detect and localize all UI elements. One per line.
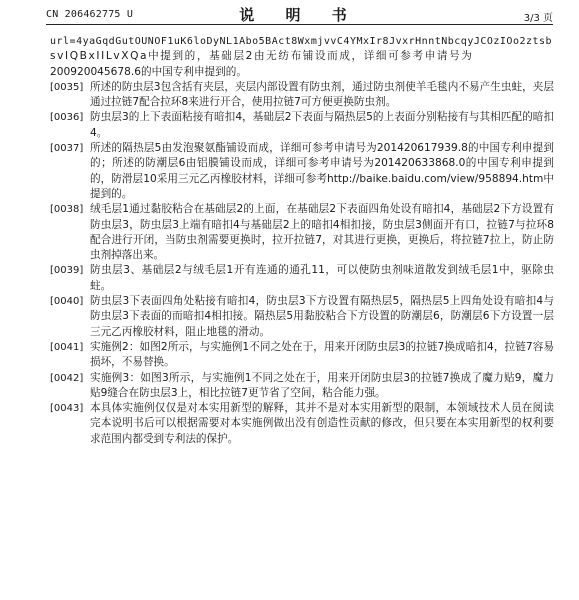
paragraph-0041 [50,340,554,371]
paragraph-0036 [50,110,554,141]
paragraph-text: 防虫层3下表面四角处粘接有暗扣4，防虫层3下方设置有隔热层5，隔热层5上四角处设有暗扣4与防虫层3下表面的而暗扣4相扣接。隔热层5用黏胶粘合下方设置的防潮层6，防潮层6下方设置一层三元乙丙橡胶材料，阻止地毯的滑动。 [90,295,554,338]
intro-line: 200920045678.6的中国专利申提到的。 [50,65,247,78]
paragraph-text: 所述的隔热层5由发泡聚氨酯铺设而成，详细可参考申请号为201420617939.8的中国专利申提到的；所述的防潮层6由铝膜铺设而成，详细可参考申请号为201420633868.0的中国专利申提到的，防滑层10采用三元乙丙橡胶材料，详细可参考http://baike.baidu.com/view/958894.htm中提到的。 [90,142,554,200]
paragraph-text: 实施例2：如图2所示，与实施例1不同之处在于，用来开闭防虫层3的拉链7换成暗扣4，拉链7容易损坏，不易替换。 [90,340,554,369]
paragraph-number: [0043] [50,403,84,415]
paragraph-0037 [50,141,554,202]
paragraph-number: [0040] [50,296,84,308]
paragraph-0035 [50,80,554,111]
paragraph-0042 [50,371,554,402]
paragraph-number: [0042] [50,372,84,384]
paragraph-text: 所述的防虫层3包含括有夹层，夹层内部设置有防虫剂，通过防虫剂使羊毛毯内不易产生虫蛀，夹层通过拉链7配合拉环8来进行开合，使用拉链7可方便更换防虫剂。 [90,80,554,109]
document-body [50,34,554,447]
page-header [46,4,553,25]
paragraph-number: [0036] [50,112,84,124]
paragraph-0038 [50,202,554,263]
paragraph-text: 防虫层3、基础层2与绒毛层1开有连通的通孔11，可以使防虫剂味道散发到绒毛层1中，驱除虫蛀。 [90,264,554,292]
paragraph-text: 本具体实施例仅仅是对本实用新型的解释，其并不是对本实用新型的限制，本领域技术人员在阅读完本说明书后可以根据需要对本实施例做出没有创造性贡献的修改，但只要在本实用新型的权利要求范围内都受到专利法的保护。 [90,402,554,445]
paragraph-number: [0035] [50,81,84,93]
patent-number: CN 206462775 U [46,9,134,20]
paragraph-number: [0038] [50,204,84,216]
paragraph-0040 [50,294,554,340]
paragraph-number: [0039] [50,265,84,277]
paragraph-text: 防虫层3的上下表面粘接有暗扣4，基础层2下表面与隔热层5的上表面分别粘接有与其相匹配的暗扣4。 [90,111,554,139]
paragraph-number: [0037] [50,143,84,155]
page-number: 3/3 页 [523,13,553,24]
intro-line: svIQBxIILvXQa中提到的，基础层2由无纺布铺设而成，详细可参考申请号为 [50,50,474,63]
paragraph-text: 绒毛层1通过黏胶粘合在基础层2的上面，在基础层2下表面四角处设有暗扣4，基础层2下方设置有防虫层3，防虫层3上端有暗扣4与基础层2上的暗扣4相扣接，防虫层3侧面开有口，拉链7与拉环8配合进行开闭，当防虫剂需要更换时，拉开拉链7，对其进行更换，更换后，将拉链7拉上，防止防虫剂掉落出来。 [90,203,554,262]
intro-line-url: url=4yaGqdGutOUNOF1uK6loDyNL1Abo5BAct8WxmjvvC4YMxIr8JvxrHnntNbcqyJCOzIOo2ztsb [50,36,553,47]
paragraph-0039 [50,263,554,294]
paragraph-number: [0041] [50,341,84,353]
paragraph-0043 [50,401,554,447]
document-title: 说 明 书 [239,6,360,24]
paragraph-text: 实施例3：如图3所示，与实施例1不同之处在于，用来开闭防虫层3的拉链7换成了魔力贴9，魔力贴9缝合在防虫层3上，相比拉链7更节省了空间，粘合能力强。 [90,371,554,399]
